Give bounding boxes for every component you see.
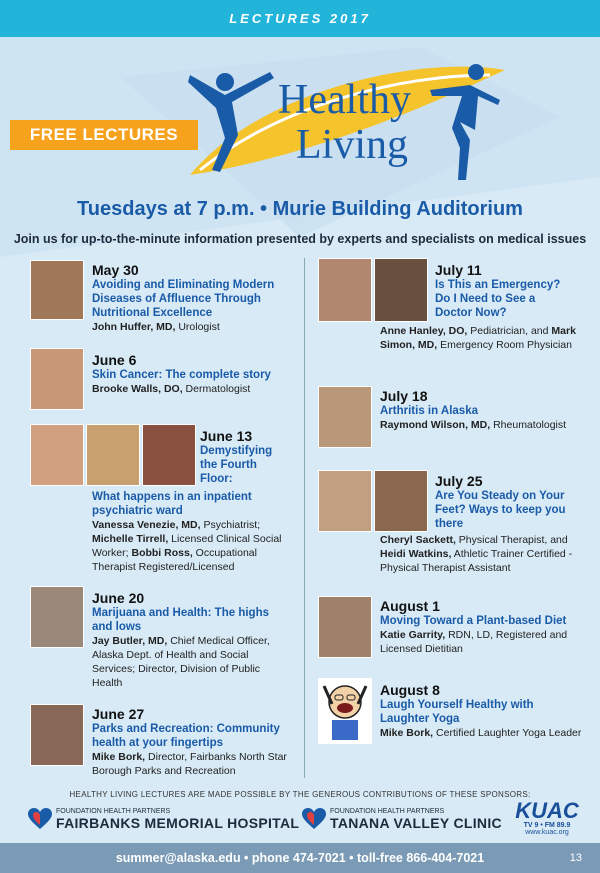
lecture-august-1 bbox=[380, 598, 585, 656]
lecture-title: Are You Steady on Your Feet? Ways to keep you there bbox=[435, 490, 566, 530]
speaker-photo bbox=[86, 424, 140, 486]
speaker-photo bbox=[318, 258, 372, 322]
speaker-photo bbox=[30, 348, 84, 410]
logo-word-living: Living bbox=[296, 122, 408, 168]
lecture-july-18 bbox=[380, 388, 585, 432]
lecture-speaker: Jay Butler, MD, Chief Medical Officer, Alaska Dept. of Health and Social Services; Director, Division of Public Health bbox=[92, 635, 270, 689]
lecture-title: Avoiding and Eliminating Modern Diseases of Affluence Through Nutritional Excellence bbox=[92, 279, 275, 319]
free-lectures-banner: FREE LECTURES bbox=[10, 120, 198, 150]
lecture-title: Parks and Recreation: Community health at your fingertips bbox=[92, 723, 280, 749]
sponsor-note: HEALTHY LIVING LECTURES ARE MADE POSSIBLE BY THE GENEROUS CONTRIBUTIONS OF THESE SPONSORS: bbox=[69, 790, 531, 799]
lecture-july-25 bbox=[380, 533, 585, 575]
lecture-date: May 30 bbox=[92, 262, 139, 278]
kuac-url: www.kuac.org bbox=[525, 829, 569, 836]
speaker-photo bbox=[142, 424, 196, 486]
contact-info: summer@alaska.edu • phone 474-7021 • toll-free 866-404-7021 bbox=[115, 851, 485, 865]
sponsor-small-text: FOUNDATION HEALTH PARTNERS bbox=[330, 808, 445, 815]
lecture-may-30 bbox=[92, 262, 292, 334]
kuac-name: KUAC bbox=[515, 798, 579, 823]
lecture-subtitle: What happens in an inpatient psychiatric ward bbox=[92, 491, 252, 517]
intro-text: Join us for up-to-the-minute information presented by experts and specialists on medical issues bbox=[13, 232, 587, 246]
speaker-photo bbox=[374, 470, 428, 532]
heart-logo-icon bbox=[302, 808, 326, 830]
top-banner bbox=[0, 0, 600, 37]
sponsor-tanana bbox=[330, 808, 502, 833]
lecture-july-25-heading bbox=[435, 473, 575, 531]
sponsor-fairbanks bbox=[56, 808, 299, 833]
page-number: 13 bbox=[569, 852, 582, 864]
lecture-speaker: Raymond Wilson, MD, Rheumatologist bbox=[380, 419, 567, 431]
kuac-stations: TV 9 • FM 89.9 bbox=[523, 822, 571, 829]
lecture-speaker: John Huffer, MD, Urologist bbox=[92, 321, 220, 333]
lecture-title: Skin Cancer: The complete story bbox=[92, 369, 271, 381]
sponsor-name: FAIRBANKS MEMORIAL HOSPITAL bbox=[56, 815, 300, 831]
lecture-speaker: Anne Hanley, DO, Pediatrician, and Mark Simon, MD, Emergency Room Physician bbox=[380, 325, 576, 351]
lecture-july-11 bbox=[380, 324, 585, 352]
speaker-photo bbox=[30, 586, 84, 648]
lecture-title: Demystifying the Fourth Floor: bbox=[200, 445, 273, 485]
speaker-photo bbox=[374, 258, 428, 322]
lecture-title: Marijuana and Health: The highs and lows bbox=[92, 607, 269, 633]
speaker-photo bbox=[318, 470, 372, 532]
lecture-june-6 bbox=[92, 352, 292, 396]
lecture-speaker: Mike Bork, Director, Fairbanks North Star Borough Parks and Recreation bbox=[92, 751, 287, 777]
lecture-speaker: Brooke Walls, DO, Dermatologist bbox=[92, 383, 251, 395]
speaker-photo bbox=[318, 386, 372, 448]
lecture-june-27 bbox=[92, 706, 292, 778]
lecture-title: Arthritis in Alaska bbox=[380, 405, 478, 417]
lecture-date: June 27 bbox=[92, 706, 145, 722]
sponsor-small-text: FOUNDATION HEALTH PARTNERS bbox=[56, 808, 171, 815]
schedule-headline: Tuesdays at 7 p.m. • Murie Building Auditorium bbox=[77, 198, 523, 220]
lecture-speaker: Katie Garrity, RDN, LD, Registered and Licensed Dietitian bbox=[380, 629, 568, 655]
lecture-date: June 6 bbox=[92, 352, 137, 368]
sponsor-name: TANANA VALLEY CLINIC bbox=[330, 815, 502, 831]
section-label: LECTURES 2017 bbox=[229, 11, 371, 26]
contact-footer bbox=[0, 843, 600, 873]
lecture-speaker: Cheryl Sackett, Physical Therapist, and Heidi Watkins, Athletic Trainer Certified - Physical Therapist Assistant bbox=[380, 534, 573, 574]
lecture-june-13 bbox=[92, 490, 297, 574]
lecture-date: August 8 bbox=[380, 682, 440, 698]
lecture-title: Moving Toward a Plant-based Diet bbox=[380, 615, 567, 627]
lecture-date: July 11 bbox=[435, 262, 482, 278]
lecture-date: June 13 bbox=[200, 428, 253, 444]
lecture-june-13-heading bbox=[200, 428, 290, 486]
lecture-date: August 1 bbox=[380, 598, 440, 614]
lecture-title: Is This an Emergency? Do I Need to See a Doctor Now? bbox=[435, 279, 561, 319]
lecture-title: Laugh Yourself Healthy with Laughter Yoga bbox=[380, 699, 534, 725]
lecture-date: July 25 bbox=[435, 473, 483, 489]
lecture-june-20 bbox=[92, 590, 292, 690]
lecture-august-8 bbox=[380, 682, 585, 740]
speaker-photo bbox=[30, 704, 84, 766]
lecture-july-11-heading bbox=[435, 262, 575, 320]
heart-logo-icon bbox=[28, 808, 52, 830]
speaker-photo bbox=[30, 424, 84, 486]
speaker-photo bbox=[30, 260, 84, 320]
kuac-logo bbox=[512, 800, 582, 836]
lecture-date: July 18 bbox=[380, 388, 428, 404]
column-divider bbox=[304, 258, 305, 778]
lecture-date: June 20 bbox=[92, 590, 145, 606]
lecture-speaker: Vanessa Venezie, MD, Psychiatrist; Michelle Tirrell, Licensed Clinical Social Worker; Bobbi Ross, Occupational Therapist Registered/Licensed bbox=[92, 519, 282, 573]
laughing-cartoon-image bbox=[318, 678, 372, 744]
lecture-speaker: Mike Bork, Certified Laughter Yoga Leader bbox=[380, 727, 582, 739]
logo-word-healthy: Healthy bbox=[278, 77, 411, 123]
speaker-photo bbox=[318, 596, 372, 658]
